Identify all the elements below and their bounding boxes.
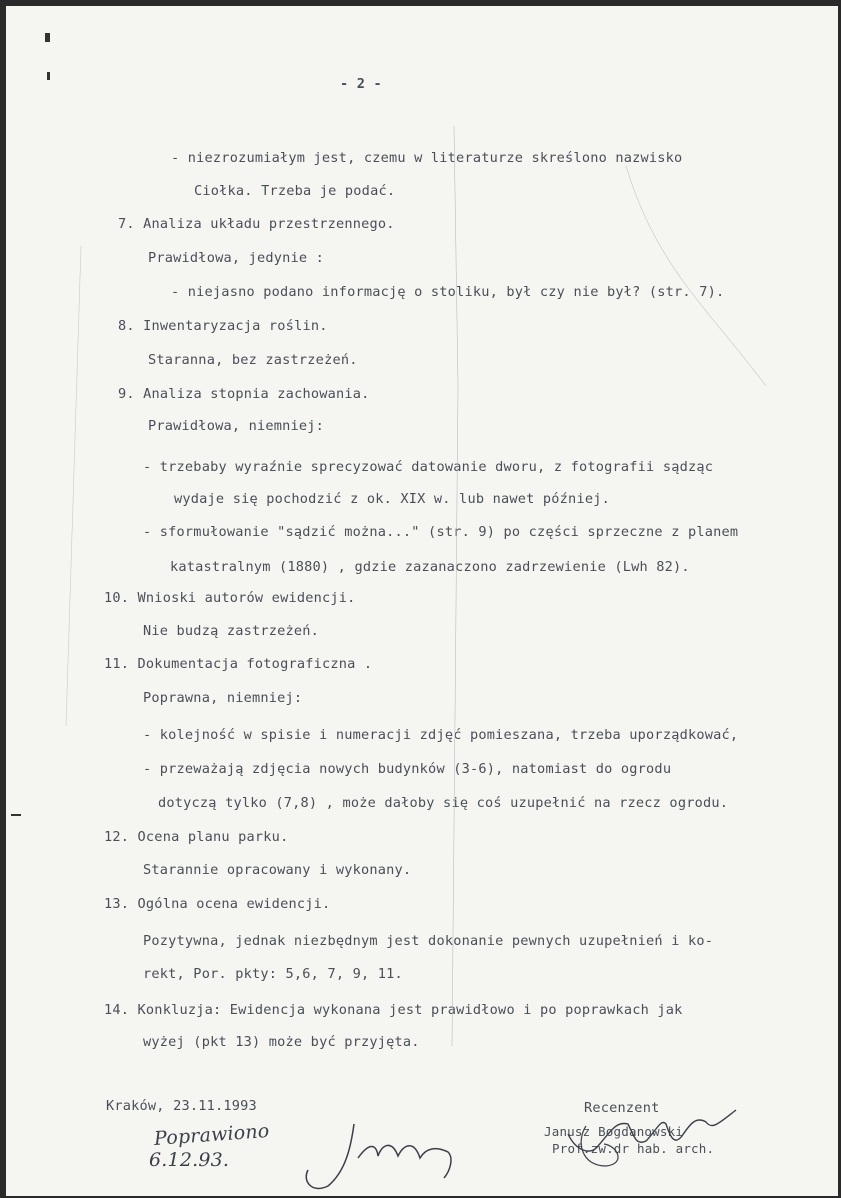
- text-line: Poprawna, niemniej:: [143, 690, 303, 706]
- paper-crease: [626, 166, 766, 386]
- section-heading: 12. Ocena planu parku.: [104, 829, 289, 845]
- text-line: Nie budzą zastrzeżeń.: [143, 623, 320, 639]
- pen-strokes: [6, 6, 838, 1196]
- reviewer-name: Janusz Bogdanowski: [544, 1124, 684, 1139]
- document-page: [6, 6, 838, 1196]
- handwritten-note: 6.12.93.: [149, 1149, 230, 1171]
- text-line: - niejasno podano informację o stoliku, był czy nie był? (str. 7).: [171, 284, 725, 300]
- text-line: - niezrozumiałym jest, czemu w literaturze skreślono nazwisko: [171, 150, 683, 166]
- section-heading: 10. Wnioski autorów ewidencji.: [104, 590, 356, 606]
- paper-crease: [452, 126, 458, 1046]
- initials-signature: [306, 1124, 451, 1188]
- text-line: Starannie opracowany i wykonany.: [143, 862, 412, 878]
- section-heading: 9. Analiza stopnia zachowania.: [118, 386, 370, 402]
- text-line: wydaje się pochodzić z ok. XIX w. lub nawet później.: [174, 491, 610, 507]
- text-line: - kolejność w spisie i numeracji zdjęć pomieszana, trzeba uporządkować,: [143, 727, 739, 743]
- text-line: dotyczą tylko (7,8) , może dałoby się coś uzupełnić na rzecz ogrodu.: [158, 795, 729, 811]
- text-line: rekt, Por. pkty: 5,6, 7, 9, 11.: [143, 966, 403, 982]
- reviewer-signature-loop: [581, 1126, 618, 1166]
- text-line: Prawidłowa, niemniej:: [148, 418, 325, 434]
- section-heading: 11. Dokumentacja fotograficzna .: [104, 656, 373, 672]
- section-heading: 13. Ogólna ocena ewidencji.: [104, 896, 331, 912]
- reviewer-signature: [568, 1110, 736, 1151]
- page-number: - 2 -: [340, 76, 382, 92]
- text-line: Staranna, bez zastrzeżeń.: [148, 352, 358, 368]
- reviewer-label: Recenzent: [584, 1100, 660, 1116]
- text-line: katastralnym (1880) , gdzie zazanaczono zadrzewienie (Lwh 82).: [170, 559, 690, 575]
- section-heading: 14. Konkluzja: Ewidencja wykonana jest prawidłowo i po poprawkach jak: [104, 1002, 683, 1018]
- text-line: Ciołka. Trzeba je podać.: [194, 183, 396, 199]
- text-line: - trzebaby wyraźnie sprecyzować datowanie dworu, z fotografii sądząc: [143, 459, 714, 475]
- text-line: Prawidłowa, jedynie :: [148, 250, 325, 266]
- paper-crease: [66, 246, 81, 726]
- section-heading: 8. Inwentaryzacja roślin.: [118, 318, 328, 334]
- text-line: Pozytywna, jednak niezbędnym jest dokonanie pewnych uzupełnień i ko-: [143, 933, 714, 949]
- handwritten-note: Poprawiono: [153, 1119, 271, 1151]
- section-heading: 7. Analiza układu przestrzennego.: [118, 216, 395, 232]
- text-line: - sformułowanie "sądzić można..." (str. 9) po części sprzeczne z planem: [143, 524, 739, 540]
- reviewer-title: Prof.zw.dr hab. arch.: [552, 1141, 715, 1156]
- text-line: wyżej (pkt 13) może być przyjęta.: [143, 1034, 420, 1050]
- place-date: Kraków, 23.11.1993: [106, 1098, 257, 1114]
- text-line: - przeważają zdjęcia nowych budynków (3-6), natomiast do ogrodu: [143, 761, 672, 777]
